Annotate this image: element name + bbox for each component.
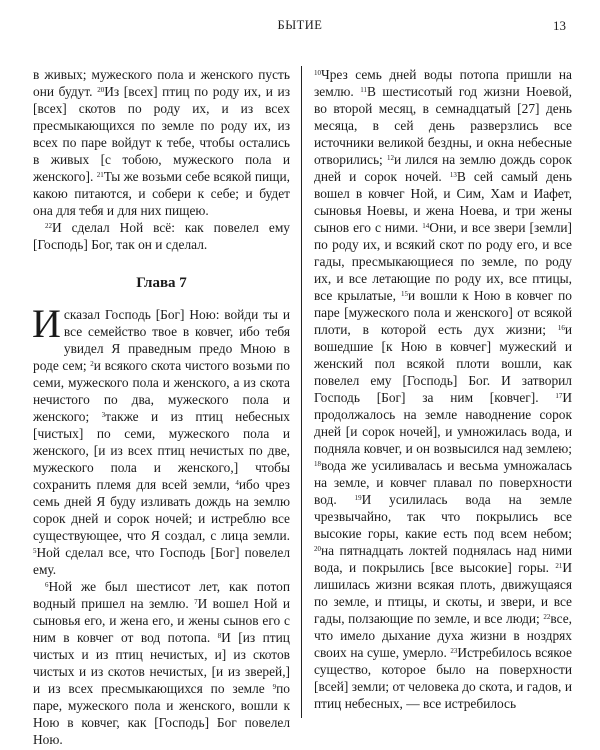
verse-number: 8 [217,632,222,640]
paragraph [314,66,572,712]
text: и лился на землю дождь сорок дней и сорок ночей. [314,152,573,184]
right-column [314,66,572,712]
verse-number: 12 [386,154,394,162]
paragraph [33,578,290,748]
left-column [33,66,290,748]
paragraph [33,219,290,253]
text: также и из птиц небесных [чистых] по семи, мужеского пола и женского, [и из всех птиц нечистых по две, мужеского пола и женского,] чтобы сохранить племя для всей земли, [33,409,290,492]
verse-number: 6 [45,581,49,589]
verse-number: 17 [555,392,563,400]
verse-number: 14 [422,222,430,230]
drop-cap: И [32,301,61,346]
verse-number: 3 [101,411,106,419]
text: вода же усиливалась и весьма умножалась на земле, и ковчег плавал по поверхности вод. [314,458,572,507]
verse-number: 21 [555,562,563,570]
verse-number: 20 [314,545,321,553]
verse-number: 19 [354,494,362,502]
page-header [30,18,570,38]
text: и всякого скота чистого возьми по семи, мужеского пола и женского, а из скота нечистого по два, мужеского пола и женского; [33,358,290,424]
text: И сделал Ной всё: как повелел ему [Господь] Бог, так он и сделал. [33,220,290,252]
text: И вошел Ной и сыновья его, и жена его, и жены сынов его с ним в ковчег от вод потопа. [33,596,290,645]
verse-number: 22 [45,222,52,230]
text: Чрез семь дней воды потопа пришли на землю. [314,67,572,99]
column-divider [301,66,302,718]
text: сказал Господь [Бог] Ною: войди ты и все семейство твое в ковчег, ибо тебя увидел Я праведным предо Мною в роде сем; [33,307,290,373]
text: на пятнадцать локтей поднялась над ними вода, и покрылись [все высокие] горы. [314,543,572,575]
text: Ты же возьми себе всякой пищи, какою питаются, и собери к себе; и будет она для тебя и для них пищею. [33,169,290,218]
text: все, что имело дыхание духа жизни в ноздрях своих на суше, умерло. [314,611,572,660]
text: Истребилось всякое существо, которое было на поверхности [всей] земли; от человека до скота, и гадов, и птиц небесных, — все истребилось [314,645,572,711]
verse-number: 18 [314,460,321,468]
chapter-heading: Глава 7 [136,275,187,291]
verse-number: 5 [33,547,37,555]
paragraph [33,66,290,219]
running-title: БЫТИЕ [277,18,323,32]
text: по паре, мужеского пола и женского, вошли к Ною в ковчег, как [Господь] Бог повелел Ною. [33,681,290,747]
verse-number: 4 [235,479,239,487]
verse-number: 23 [450,647,458,655]
text: и вошедшие [к Ною в ковчег] мужеский и женский пол всякой плоти вошли, как повелел ему [Господь] Бог. И затворил Господь [Бог] за ним [ковчег]. [314,322,572,405]
text: И усилилась вода на земле чрезвычайно, так что покрылись все высокие горы, какие есть под всем небом; [314,492,572,541]
verse-number: 11 [360,86,367,94]
verse-number: 9 [272,683,277,691]
verse-number: 2 [90,360,94,368]
text: Из [всех] птиц по роду их, и из [всех] скотов по роду их, и из всех пресмыкающихся по земле по роду их, из всех по паре войдут к тебе, чтобы остались в живых [с тобою, мужеского пола и женского]. [33,84,290,184]
text: Ной сделал все, что Господь [Бог] повелел ему. [33,545,290,577]
text: В сей самый день вошел в ковчег Ной, и Сим, Хам и Иафет, сыновья Ноевы, и жена Ноева, и три жены сынов его с ними. [314,169,572,235]
verse-number: 16 [557,324,565,332]
verse-number: 10 [314,69,321,77]
verse-number: 21 [96,171,104,179]
text: Ной же был шестисот лет, как потоп водный пришел на землю. [33,579,290,611]
text: в живых; мужеского пола и женского пусть они будут. [33,67,290,99]
verse-number: 20 [97,86,105,94]
text: ибо чрез семь дней Я буду изливать дождь на землю сорок дней и сорок ночей; и истреблю все существующее, что Я создал, с лица земли. [33,477,290,543]
verse-number: 7 [194,598,198,606]
text: И продолжалось на земле наводнение сорок дней [и сорок ночей], и умножилась вода, и подняла ковчег, и он возвысился над землею; [314,390,572,456]
text: И [из птиц чистых и из птиц нечистых, и] из скотов чистых и из скотов нечистых, [и из зверей,] и из всех пресмыкающихся по земле [33,630,290,696]
verse-number: 13 [449,171,457,179]
paragraph [32,301,290,578]
text: и вошли к Ною в ковчег по паре [мужеского пола и женского] от всякой плоти, в которой есть дух жизни; [314,288,572,337]
verse-number: 22 [543,613,551,621]
text: Они, и все звери [земли] по роду их, и всякий скот по роду его, и все гады, пресмыкающиеся по земле, по роду их, и все летающие по роду их, все птицы, все крылатые, [314,220,572,303]
page-number: 13 [553,18,566,33]
text: И лишилась жизни всякая плоть, движущаяся по земле, и птицы, и скоты, и звери, и все гады, ползающие по земле, и все люди; [314,560,572,626]
text: В шестисотый год жизни Ноевой, во второй месяц, в семнадцатый [27] день месяца, в сей день разверзлись все источники великой бездны, и окна небесные отворились; [314,84,572,167]
verse-number: 15 [400,290,408,298]
